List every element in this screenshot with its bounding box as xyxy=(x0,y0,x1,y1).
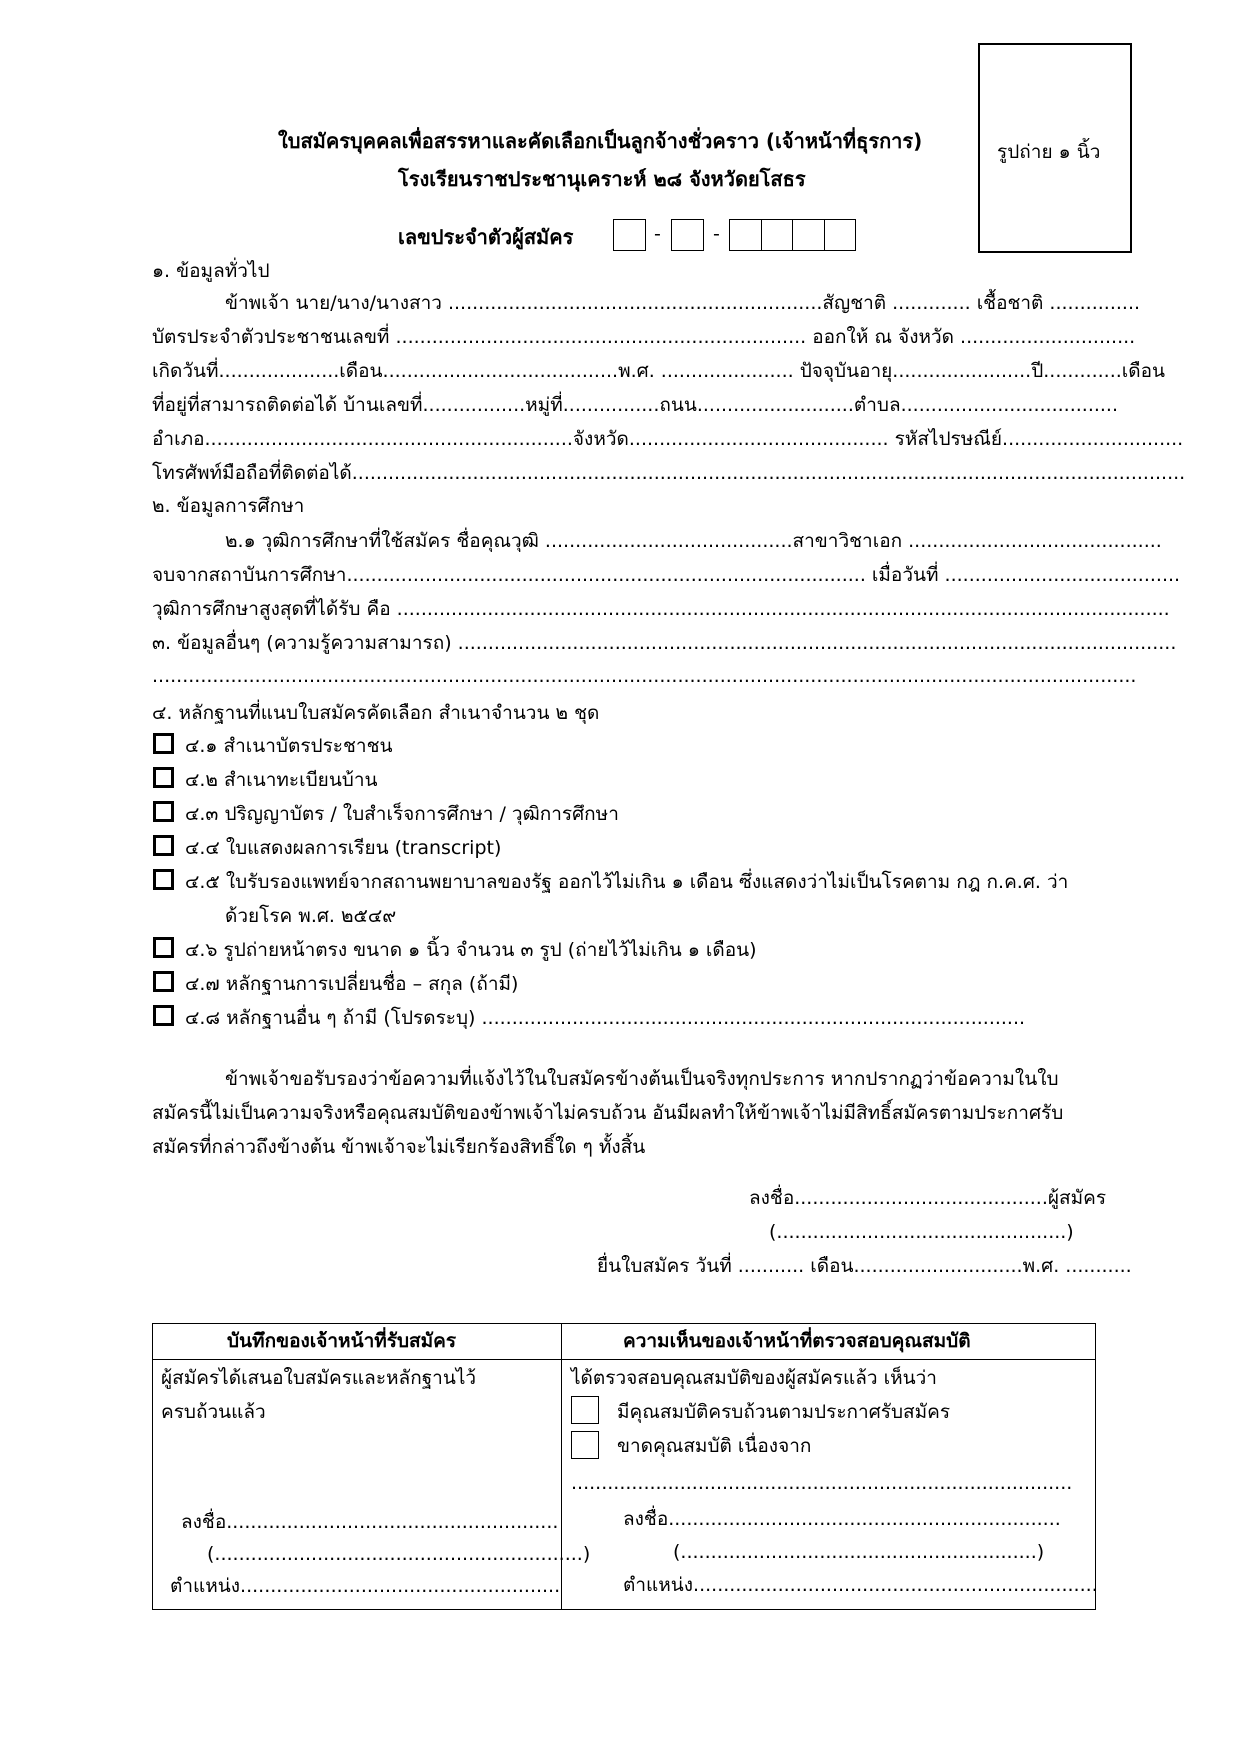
left-signature[interactable]: ลงชื่อ....................................................... xyxy=(181,1511,559,1533)
id-box-2[interactable] xyxy=(671,219,704,251)
s2-line-degree[interactable]: ๒.๑ วุฒิการศึกษาที่ใช้สมัคร ชื่อคุณวุฒิ .........................................สาขาวิชาเอก .......................................... xyxy=(225,530,1162,552)
s4-item-5-cont: ด้วยโรค พ.ศ. ๒๕๔๙ xyxy=(225,905,397,927)
s4-item-7: ๔.๗ หลักฐานการเปลี่ยนชื่อ – สกุล (ถ้ามี) xyxy=(185,973,519,995)
right-note-line-1: ได้ตรวจสอบคุณสมบัติของผู้สมัครแล้ว เห็นว่า xyxy=(571,1367,937,1389)
left-note-line-1: ผู้สมัครได้เสนอใบสมัครและหลักฐานไว้ xyxy=(161,1367,477,1389)
photo-label: รูปถ่าย ๑ นิ้ว xyxy=(997,141,1101,163)
right-name[interactable]: (...........................................................) xyxy=(673,1541,1045,1563)
checkbox-4-8[interactable] xyxy=(153,1005,174,1026)
id-separator-1: - xyxy=(654,223,661,245)
s2-line-institution[interactable]: จบจากสถาบันการศึกษา...................................................................................... เมื่อวันที่ ....................................... xyxy=(152,564,1181,586)
section-3-heading[interactable]: ๓. ข้อมูลอื่นๆ (ความรู้ความสามารถ) ....................................................................................................................... xyxy=(152,632,1177,654)
reason-line[interactable]: ................................................................................... xyxy=(571,1472,1073,1494)
id-box-3[interactable] xyxy=(729,219,856,251)
left-note-line-2: ครบถ้วนแล้ว xyxy=(161,1401,266,1423)
photo-box xyxy=(978,43,1132,253)
s4-item-8[interactable]: ๔.๘ หลักฐานอื่น ๆ ถ้ามี (โปรดระบุ) .......................................................................................... xyxy=(185,1007,1026,1029)
submission-date[interactable]: ยื่นใบสมัคร วันที่ ........... เดือน............................พ.ศ. ........... xyxy=(597,1255,1132,1277)
checkbox-4-3[interactable] xyxy=(153,801,174,822)
s4-item-6: ๔.๖ รูปถ่ายหน้าตรง ขนาด ๑ นิ้ว จำนวน ๓ รูป (ถ่ายไว้ไม่เกิน ๑ เดือน) xyxy=(185,939,757,961)
id-separator-2: - xyxy=(713,223,720,245)
s1-line-district[interactable]: อำเภอ.............................................................จังหวัด........................................... รหัสไปรษณีย์.............................. xyxy=(152,428,1184,450)
id-box-1[interactable] xyxy=(613,219,646,251)
right-signature[interactable]: ลงชื่อ................................................................. xyxy=(623,1508,1061,1530)
left-header: บันทึกของเจ้าหน้าที่รับสมัคร xyxy=(227,1330,457,1352)
right-position[interactable]: ตำแหน่ง................................................................... xyxy=(623,1574,1098,1596)
unqualified-label: ขาดคุณสมบัติ เนื่องจาก xyxy=(617,1435,812,1457)
checkbox-4-4[interactable] xyxy=(153,835,174,856)
official-notes-table xyxy=(152,1323,1096,1610)
unqualified-checkbox[interactable] xyxy=(571,1431,599,1459)
s4-item-1: ๔.๑ สำเนาบัตรประชาชน xyxy=(185,735,393,757)
checkbox-4-6[interactable] xyxy=(153,937,174,958)
declaration-line-3: สมัครที่กล่าวถึงข้างต้น ข้าพเจ้าจะไม่เรียกร้องสิทธิ์ใด ๆ ทั้งสิ้น xyxy=(152,1136,646,1158)
s4-item-3: ๔.๓ ปริญญาบัตร / ใบสำเร็จการศึกษา / วุฒิการศึกษา xyxy=(185,803,619,825)
applicant-signature[interactable]: ลงชื่อ..........................................ผู้สมัคร xyxy=(749,1187,1107,1209)
s4-item-5: ๔.๕ ใบรับรองแพทย์จากสถานพยาบาลของรัฐ ออกไว้ไม่เกิน ๑ เดือน ซึ่งแสดงว่าไม่เป็นโรคตาม กฎ ก.ค.ศ. ว่า xyxy=(185,871,1069,893)
left-position[interactable]: ตำแหน่ง..................................................... xyxy=(170,1575,561,1597)
qualified-checkbox[interactable] xyxy=(571,1396,599,1424)
checkbox-4-2[interactable] xyxy=(153,767,174,788)
section-4-heading: ๔. หลักฐานที่แนบใบสมัครคัดเลือก สำเนาจำนวน ๒ ชุด xyxy=(152,702,600,724)
checkbox-4-1[interactable] xyxy=(153,733,174,754)
declaration-line-1: ข้าพเจ้าขอรับรองว่าข้อความที่แจ้งไว้ในใบสมัครข้างต้นเป็นจริงทุกประการ หากปรากฏว่าข้อความในใบ xyxy=(225,1068,1059,1090)
checkbox-4-5[interactable] xyxy=(153,869,174,890)
right-header: ความเห็นของเจ้าหน้าที่ตรวจสอบคุณสมบัติ xyxy=(623,1330,971,1352)
section-1-heading: ๑. ข้อมูลทั่วไป xyxy=(152,260,270,282)
declaration-line-2: สมัครนี้ไม่เป็นความจริงหรือคุณสมบัติของข้าพเจ้าไม่ครบถ้วน อันมีผลทำให้ข้าพเจ้าไม่มีสิทธิ์สมัครตามประกาศรับ xyxy=(152,1102,1064,1124)
s2-line-highest[interactable]: วุฒิการศึกษาสูงสุดที่ได้รับ คือ ................................................................................................................................ xyxy=(152,598,1170,620)
s1-line-phone[interactable]: โทรศัพท์มือถือที่ติดต่อได้.......................................................................................................................................... xyxy=(152,462,1186,484)
s4-item-2: ๔.๒ สำเนาทะเบียนบ้าน xyxy=(185,769,378,791)
s1-line-birth[interactable]: เกิดวันที่....................เดือน.......................................พ.ศ. ...................... ปัจจุบันอายุ.......................ปี.............เดือน xyxy=(152,360,1166,382)
s1-line-name[interactable]: ข้าพเจ้า นาย/นาง/นางสาว ..............................................................สัญชาติ ............. เชื้อชาติ ............... xyxy=(225,292,1141,314)
left-name[interactable]: (.............................................................) xyxy=(207,1543,591,1565)
s1-line-address[interactable]: ที่อยู่ที่สามารถติดต่อได้ บ้านเลขที่.................หมู่ที่................ถนน..........................ตำบล.................................... xyxy=(152,394,1119,416)
form-title: ใบสมัครบุคคลเพื่อสรรหาและคัดเลือกเป็นลูกจ้างชั่วคราว (เจ้าหน้าที่ธุรการ) xyxy=(278,129,923,153)
s3-extra-line[interactable]: ................................................................................................................................................................... xyxy=(152,665,1137,687)
s1-line-idcard[interactable]: บัตรประจำตัวประชาชนเลขที่ .................................................................... ออกให้ ณ จังหวัด ............................. xyxy=(152,326,1136,348)
section-2-heading: ๒. ข้อมูลการศึกษา xyxy=(152,495,305,517)
school-name: โรงเรียนราชประชานุเคราะห์ ๒๘ จังหวัดยโสธร xyxy=(398,167,806,191)
applicant-name[interactable]: (................................................) xyxy=(769,1221,1074,1243)
checkbox-4-7[interactable] xyxy=(153,971,174,992)
applicant-id-label: เลขประจำตัวผู้สมัคร xyxy=(398,225,574,249)
qualified-label: มีคุณสมบัติครบถ้วนตามประกาศรับสมัคร xyxy=(617,1401,951,1423)
s4-item-4: ๔.๔ ใบแสดงผลการเรียน (transcript) xyxy=(185,837,502,859)
